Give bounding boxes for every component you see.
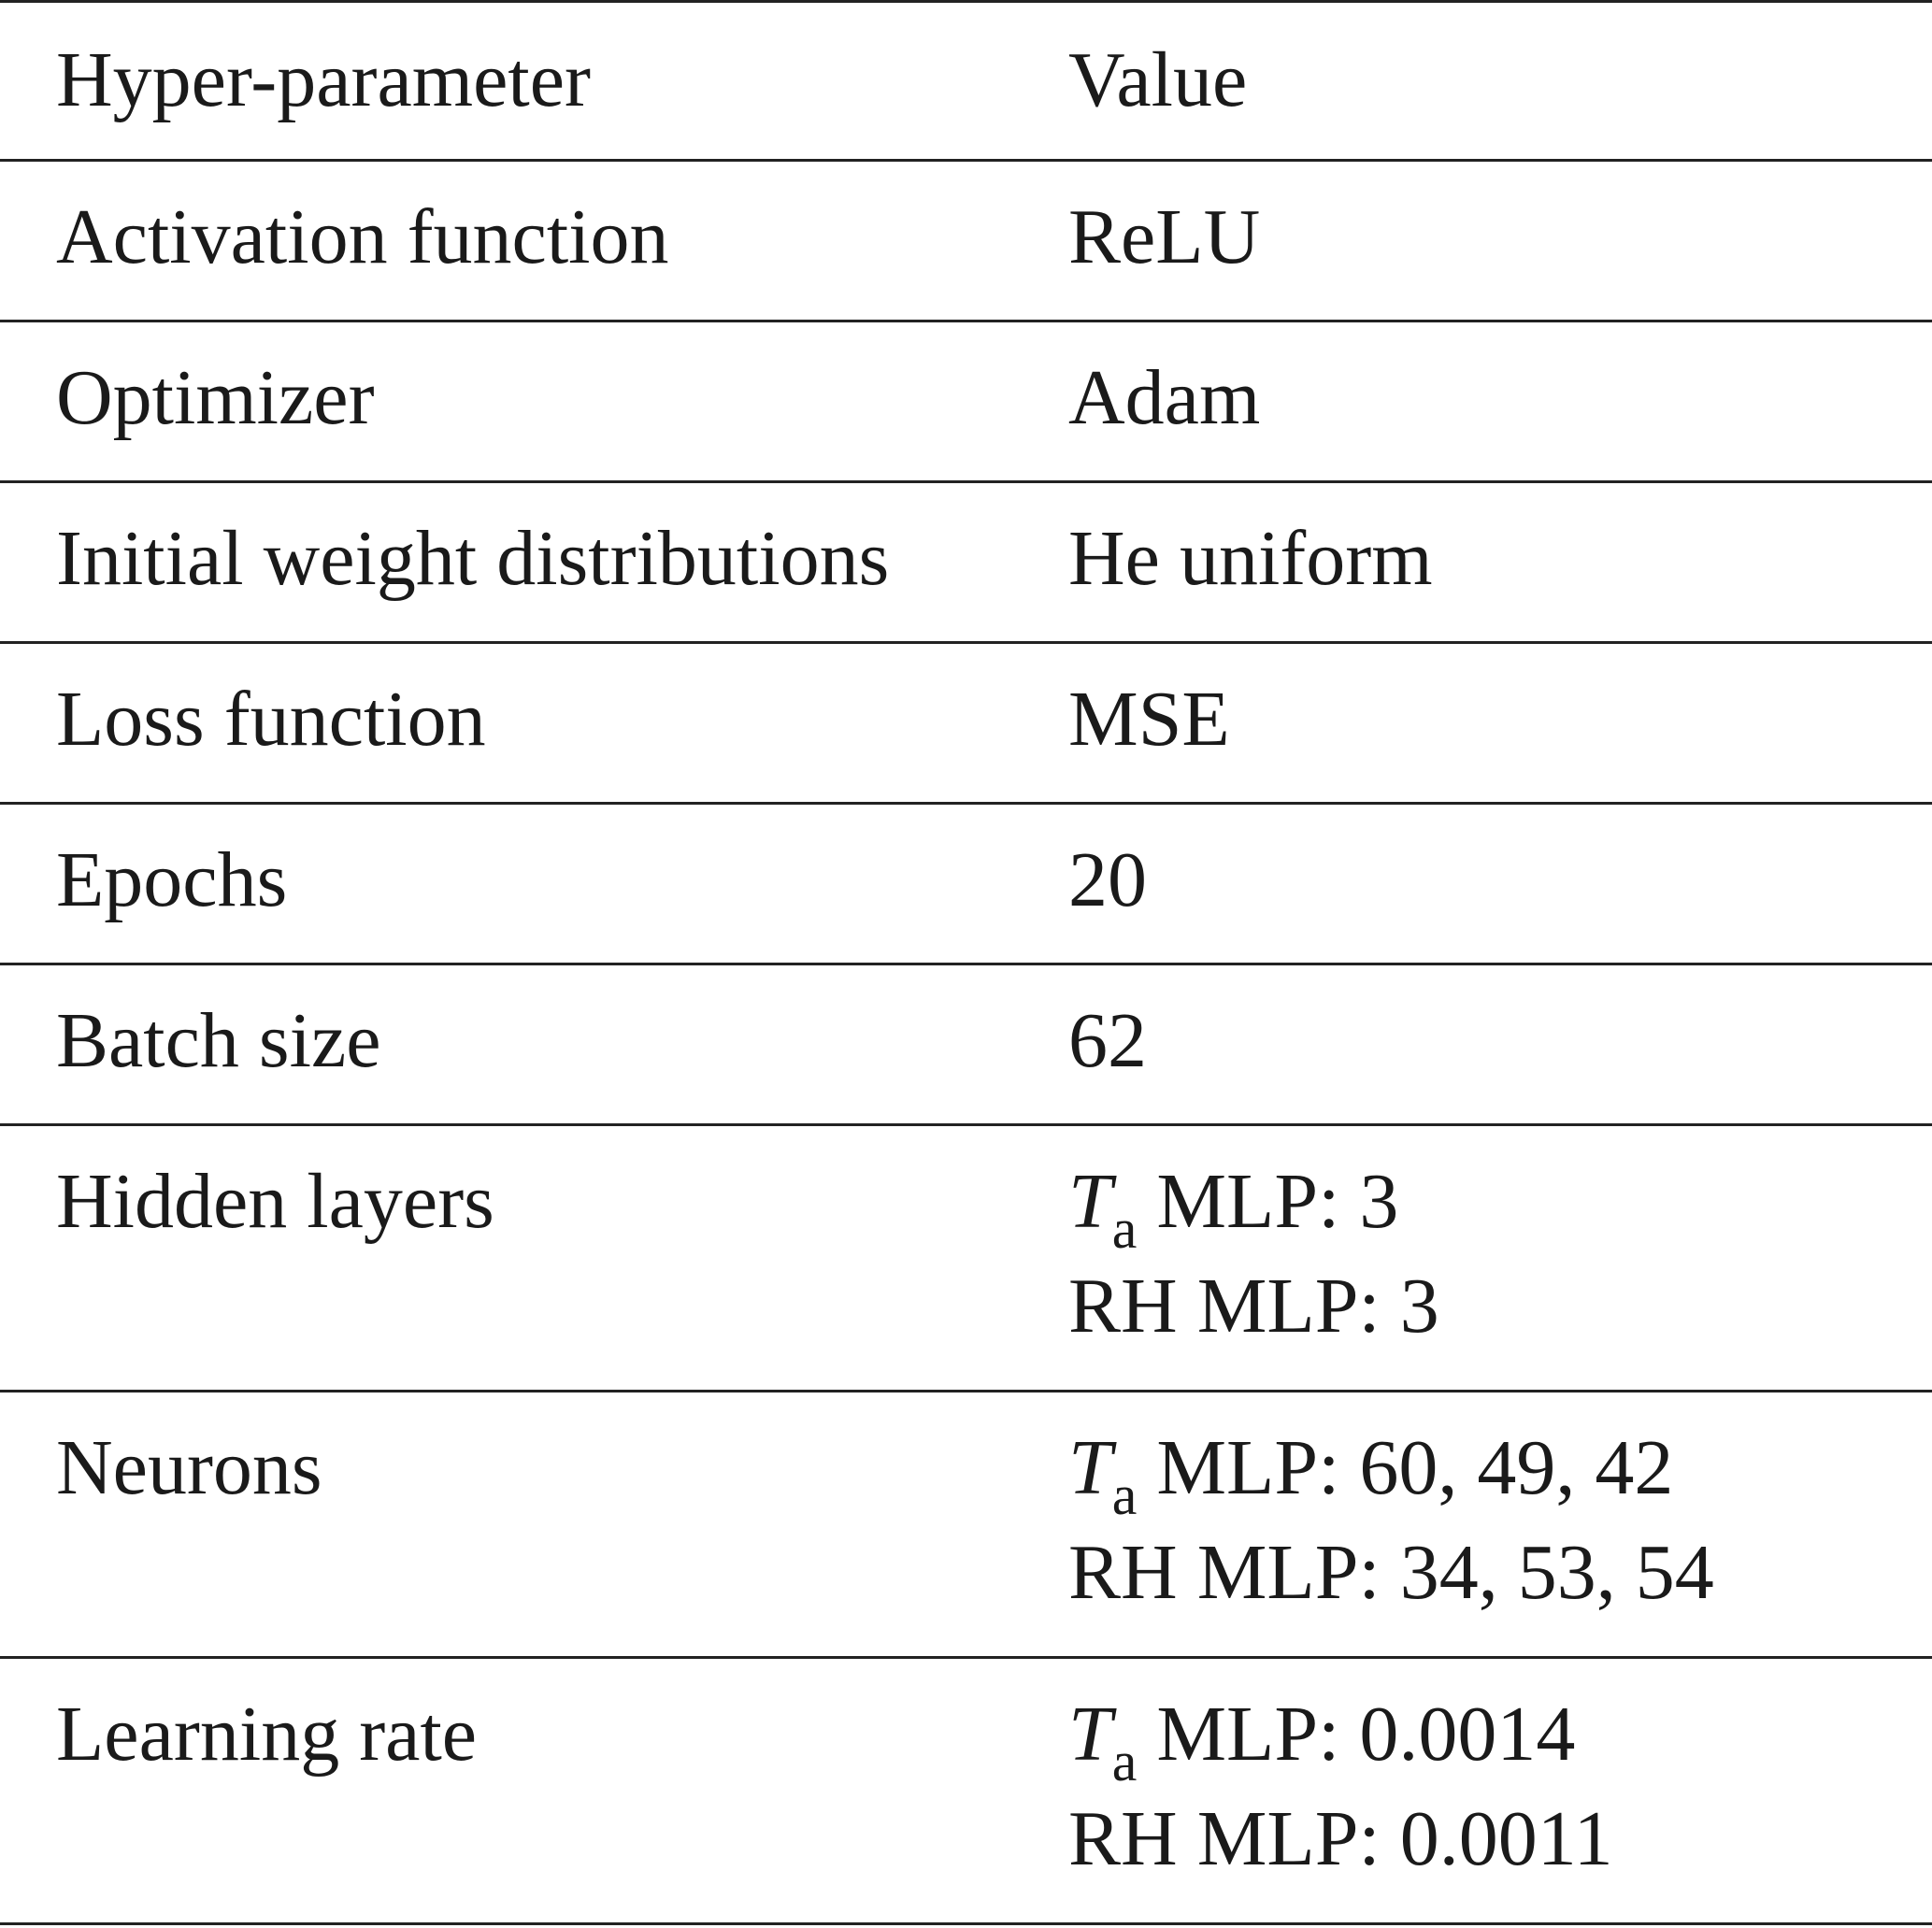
ta-subscript: a — [1111, 1198, 1138, 1260]
row-value: MSE — [1068, 676, 1230, 763]
table-row — [0, 1392, 1932, 1659]
table-row — [0, 322, 1932, 483]
row-value — [1068, 1150, 1439, 1359]
rh-mlp-value: RH MLP: 0.0011 — [1068, 1795, 1613, 1882]
row-param: Initial weight distributions — [56, 515, 890, 602]
row-param: Optimizer — [56, 354, 375, 441]
row-value — [1068, 1682, 1613, 1892]
ta-mlp-value — [1068, 1682, 1613, 1792]
table-row — [0, 483, 1932, 644]
row-param: Batch size — [56, 997, 381, 1084]
rh-mlp-value: RH MLP: 34, 53, 54 — [1068, 1529, 1714, 1616]
table-row — [0, 805, 1932, 965]
row-value — [1068, 1416, 1714, 1625]
rh-mlp-value: RH MLP: 3 — [1068, 1263, 1439, 1350]
ta-subscript: a — [1111, 1464, 1138, 1526]
row-value: He uniform — [1068, 515, 1433, 602]
row-param: Epochs — [56, 836, 288, 923]
header-param: Hyper-parameter — [56, 36, 591, 123]
ta-mlp-value — [1068, 1150, 1439, 1260]
ta-symbol: T — [1068, 1158, 1112, 1245]
table-row — [0, 1659, 1932, 1925]
ta-value-text: MLP: 60, 49, 42 — [1137, 1424, 1674, 1511]
ta-subscript: a — [1111, 1731, 1138, 1792]
row-value: ReLU — [1068, 193, 1261, 280]
table-row — [0, 965, 1932, 1126]
row-param: Neurons — [56, 1424, 322, 1511]
row-param: Hidden layers — [56, 1158, 494, 1245]
header-value: Value — [1068, 36, 1248, 123]
ta-symbol: T — [1068, 1691, 1112, 1778]
table-header-row — [0, 0, 1932, 162]
table-row — [0, 1126, 1932, 1392]
ta-value-text: MLP: 0.0014 — [1137, 1691, 1576, 1778]
ta-value-text: MLP: 3 — [1137, 1158, 1399, 1245]
row-param: Learning rate — [56, 1691, 478, 1778]
ta-mlp-value — [1068, 1416, 1714, 1526]
row-value: Adam — [1068, 354, 1261, 441]
ta-symbol: T — [1068, 1424, 1112, 1511]
row-param: Activation function — [56, 193, 669, 280]
row-value: 62 — [1068, 997, 1147, 1084]
table-row — [0, 644, 1932, 805]
row-value: 20 — [1068, 836, 1147, 923]
table-row — [0, 162, 1932, 322]
row-param: Loss function — [56, 676, 486, 763]
